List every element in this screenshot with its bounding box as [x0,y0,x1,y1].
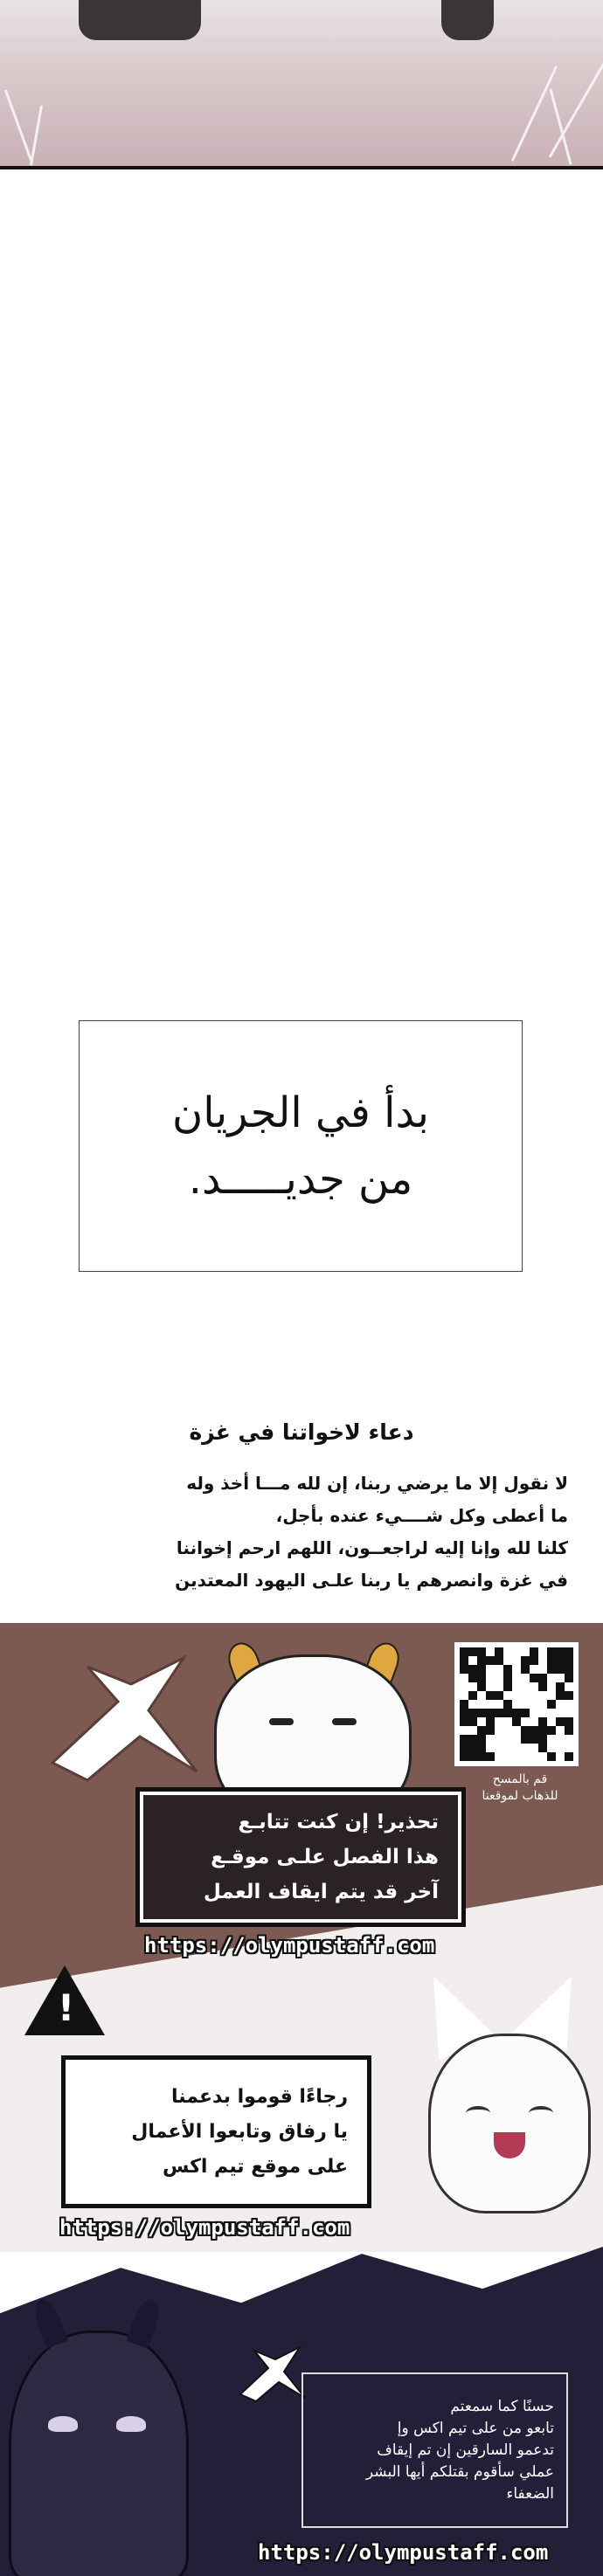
qr-module [556,1674,565,1682]
qr-module [538,1726,547,1735]
qr-module [521,1752,530,1761]
qr-module [460,1682,468,1691]
site-url-link[interactable]: https://olympustaff.com [258,2540,549,2565]
qr-module [503,1735,512,1744]
qr-module [565,1665,573,1674]
dark-mascot-eye [48,2416,78,2432]
panel-grass [30,105,43,165]
qr-module [477,1665,486,1674]
qr-module [538,1744,547,1752]
prayer-line: ما أعطى وكل شــــيء عنده بأجل، [275,1505,568,1526]
qr-module [468,1726,477,1735]
qr-module [503,1665,512,1674]
qr-module [565,1709,573,1717]
qr-module [512,1674,521,1682]
qr-code-icon[interactable] [454,1642,579,1766]
qr-module [530,1735,538,1744]
qr-module [530,1656,538,1665]
qr-module [486,1691,495,1700]
prayer-title: دعاء لاخواتنا في غزة [189,1419,414,1445]
qr-module [460,1700,468,1709]
fox-eye [529,2106,553,2120]
mascot-eye [332,1718,357,1725]
qr-module [565,1682,573,1691]
qr-module [547,1691,556,1700]
qr-module [495,1691,503,1700]
mascot-eye [269,1718,294,1725]
qr-module [565,1744,573,1752]
qr-module [503,1752,512,1761]
qr-module [486,1647,495,1656]
qr-module [460,1674,468,1682]
qr-module [538,1682,547,1691]
qr-module [468,1717,477,1726]
qr-module [495,1665,503,1674]
qr-module [547,1752,556,1761]
qr-module [512,1665,521,1674]
qr-caption [454,1771,586,1805]
qr-module [495,1717,503,1726]
qr-module [512,1752,521,1761]
qr-module [556,1709,565,1717]
qr-module [477,1717,486,1726]
qr-module [547,1717,556,1726]
prayer-body [35,1468,568,1597]
qr-caption-line: للذهاب لموقعنا [482,1789,558,1803]
warning-line: هذا الفصل علـى موقـع [211,1846,439,1868]
qr-module [477,1656,486,1665]
qr-module [547,1735,556,1744]
qr-module [503,1700,512,1709]
qr-module [477,1647,486,1656]
qr-module [547,1665,556,1674]
qr-module [547,1709,556,1717]
warning-box [135,1787,466,1927]
qr-module [486,1717,495,1726]
qr-module [486,1656,495,1665]
qr-module [468,1674,477,1682]
qr-module [512,1717,521,1726]
panel-grass [4,89,34,164]
qr-module [503,1709,512,1717]
ending-line: حسنًا كما سمعتم [450,2397,554,2415]
qr-module [477,1691,486,1700]
qr-module [547,1726,556,1735]
warning-line: آخر قد يتم ايقاف العمل [203,1881,439,1903]
qr-module [477,1700,486,1709]
qr-module [538,1700,547,1709]
qr-module [503,1744,512,1752]
qr-module [565,1717,573,1726]
qr-module [556,1700,565,1709]
qr-module [460,1691,468,1700]
qr-module [547,1700,556,1709]
qr-module [503,1726,512,1735]
qr-module [460,1735,468,1744]
qr-module [530,1726,538,1735]
qr-module [530,1717,538,1726]
site-url-link[interactable]: https://olympustaff.com [59,2215,350,2240]
warning-line: تحذير! إن كنت تتابـع [238,1811,439,1834]
qr-module [565,1752,573,1761]
qr-module [460,1656,468,1665]
qr-module [512,1735,521,1744]
qr-module [512,1744,521,1752]
qr-module [556,1691,565,1700]
qr-module [503,1674,512,1682]
qr-module [521,1744,530,1752]
qr-module [512,1682,521,1691]
qr-module [538,1709,547,1717]
qr-module [565,1691,573,1700]
qr-module [477,1682,486,1691]
qr-module [521,1665,530,1674]
qr-module [468,1735,477,1744]
qr-module [565,1700,573,1709]
qr-module [486,1700,495,1709]
qr-module [521,1647,530,1656]
dark-mascot-eye [116,2416,146,2432]
qr-module [495,1674,503,1682]
qr-module [477,1735,486,1744]
team-x-logo-small-icon [232,2344,310,2405]
qr-module [495,1744,503,1752]
qr-module [547,1682,556,1691]
qr-module [521,1656,530,1665]
qr-module [512,1726,521,1735]
ending-line: تابعو من على تيم اكس وإ [397,2419,554,2437]
qr-module [556,1682,565,1691]
qr-module [547,1674,556,1682]
qr-module [556,1726,565,1735]
qr-module [460,1647,468,1656]
qr-module [460,1665,468,1674]
qr-module [530,1700,538,1709]
qr-module [521,1674,530,1682]
qr-module [477,1674,486,1682]
qr-module [486,1752,495,1761]
qr-module [468,1656,477,1665]
qr-module [521,1735,530,1744]
qr-module [486,1744,495,1752]
qr-module [495,1752,503,1761]
fox-mouth [494,2132,525,2158]
qr-module [530,1665,538,1674]
qr-module [512,1709,521,1717]
qr-module [477,1709,486,1717]
qr-module [521,1700,530,1709]
panel-figure-foot [441,0,494,40]
qr-module [512,1656,521,1665]
qr-module [538,1656,547,1665]
qr-module [521,1691,530,1700]
qr-module [486,1709,495,1717]
team-x-logo-icon [35,1649,210,1789]
fox-eye [466,2106,490,2120]
qr-module [530,1752,538,1761]
qr-module [565,1647,573,1656]
dark-mascot [9,2331,189,2576]
caption-line: من جديـــــد. [188,1155,413,1204]
qr-module [460,1717,468,1726]
qr-module [468,1700,477,1709]
qr-module [503,1691,512,1700]
qr-module [530,1709,538,1717]
qr-module [468,1647,477,1656]
qr-module [538,1647,547,1656]
qr-module [565,1735,573,1744]
narration-caption-box [79,1020,523,1272]
qr-module [565,1674,573,1682]
ending-line: الضعفاء [506,2484,554,2503]
qr-module [556,1656,565,1665]
qr-module [468,1709,477,1717]
qr-module [556,1665,565,1674]
qr-module [495,1726,503,1735]
qr-module [556,1735,565,1744]
support-line: يا رفاق وتابعوا الأعمال [131,2120,348,2143]
qr-module [556,1744,565,1752]
qr-module [565,1656,573,1665]
qr-module [512,1700,521,1709]
qr-module [460,1726,468,1735]
qr-module [495,1735,503,1744]
panel-figure-foot [79,0,201,40]
support-line: رجاءًا قوموا بدعمنا [170,2085,348,2108]
qr-module [477,1744,486,1752]
qr-module [521,1709,530,1717]
qr-module [521,1726,530,1735]
qr-caption-line: قم بالمسح [492,1772,548,1786]
qr-module [460,1744,468,1752]
qr-module [468,1744,477,1752]
qr-module [468,1752,477,1761]
prayer-line: في غزة وانصرهم يا ربنا علـى اليهود المعتدين [175,1570,568,1591]
qr-module [486,1674,495,1682]
fox-mascot [428,2034,591,2213]
ending-message-box [302,2372,568,2528]
qr-module [503,1647,512,1656]
qr-module [547,1744,556,1752]
qr-module [556,1752,565,1761]
panel-grass [549,43,603,157]
ending-line: عملي سأقوم بقتلكم أيها البشر [365,2462,554,2481]
support-line: على موقع تيم اكس [162,2155,348,2178]
qr-module [530,1674,538,1682]
qr-module [538,1691,547,1700]
qr-module [512,1691,521,1700]
qr-module [468,1682,477,1691]
qr-module [538,1717,547,1726]
qr-module [486,1726,495,1735]
prayer-line: لا نقول إلا ما يرضي ربنا، إن لله مـــا أخذ وله [186,1473,568,1494]
qr-module [486,1682,495,1691]
qr-module [495,1709,503,1717]
qr-module [565,1726,573,1735]
qr-module [547,1656,556,1665]
panel-grass [511,66,558,162]
qr-module [503,1682,512,1691]
qr-module [530,1682,538,1691]
qr-module [538,1674,547,1682]
qr-module [538,1665,547,1674]
qr-module [495,1682,503,1691]
qr-module [521,1682,530,1691]
scanlation-credits-banner [0,1623,603,2576]
qr-module [530,1744,538,1752]
warning-exclamation: ! [58,1986,75,2029]
site-url-link[interactable]: https://olympustaff.com [144,1933,435,1958]
caption-line: بدأ في الجريان [171,1088,430,1137]
support-message-box [61,2055,371,2208]
qr-module [556,1647,565,1656]
qr-module [477,1752,486,1761]
qr-module [460,1752,468,1761]
qr-module [503,1717,512,1726]
qr-module [512,1647,521,1656]
qr-module [495,1700,503,1709]
ending-line: تدعمو السارقين إن تم إيقاف [377,2441,554,2459]
qr-module [486,1735,495,1744]
qr-module [538,1735,547,1744]
qr-module [503,1656,512,1665]
qr-module [538,1752,547,1761]
qr-module [547,1647,556,1656]
qr-grid [460,1647,573,1761]
qr-module [556,1717,565,1726]
qr-module [477,1726,486,1735]
qr-module [486,1665,495,1674]
qr-module [495,1647,503,1656]
qr-module [530,1647,538,1656]
manga-panel-top [0,0,603,169]
prayer-line: كلنا لله وإنا إليه لراجعــون، اللهم ارحم إخواننا [176,1537,568,1558]
qr-module [495,1656,503,1665]
qr-module [468,1691,477,1700]
qr-module [530,1691,538,1700]
qr-module [521,1717,530,1726]
qr-module [460,1709,468,1717]
qr-module [468,1665,477,1674]
